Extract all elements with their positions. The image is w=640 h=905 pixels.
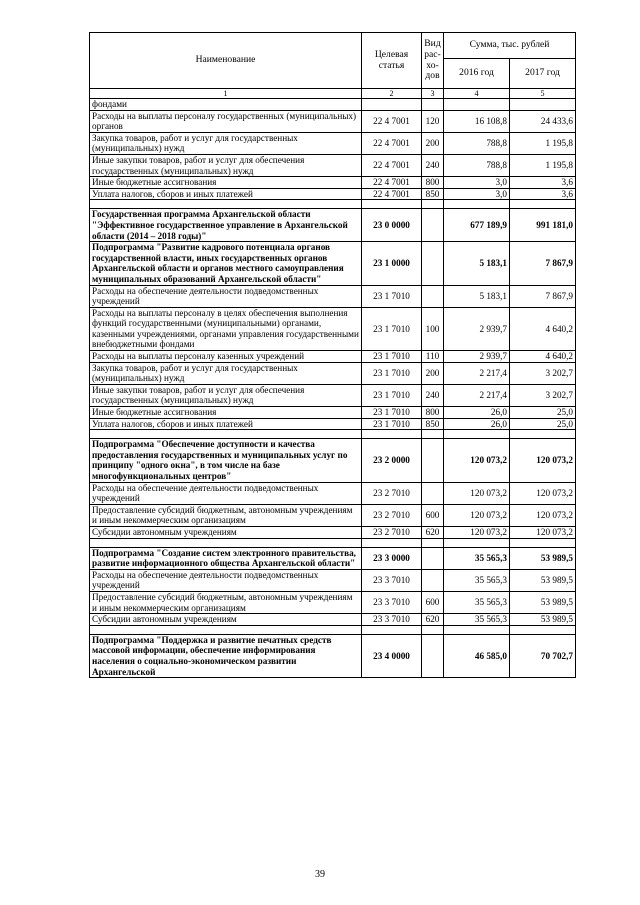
row-target-code: 22 4 7001 — [362, 110, 422, 132]
row-sum-2016: 35 565,3 — [444, 569, 510, 591]
spacer-cell — [422, 625, 444, 634]
spacer-cell — [510, 538, 576, 547]
row-target-code — [362, 99, 422, 111]
row-sum-2017: 25,0 — [510, 407, 576, 419]
row-target-code: 23 4 0000 — [362, 634, 422, 677]
row-sum-2016: 35 565,3 — [444, 614, 510, 626]
row-target-code: 23 1 7010 — [362, 418, 422, 430]
spacer-cell — [444, 538, 510, 547]
row-expense-kind: 600 — [422, 504, 444, 526]
column-number: 3 — [422, 89, 444, 99]
row-name: Уплата налогов, сборов и иных платежей — [90, 188, 362, 200]
table-row — [90, 569, 576, 591]
spacer-cell — [362, 538, 422, 547]
spacer-cell — [90, 538, 362, 547]
row-target-code: 23 2 7010 — [362, 482, 422, 504]
spacer-row — [90, 200, 576, 209]
spacer-cell — [362, 625, 422, 634]
row-sum-2016: 35 565,3 — [444, 591, 510, 613]
row-sum-2016: 3,0 — [444, 188, 510, 200]
row-sum-2017: 3 202,7 — [510, 384, 576, 406]
program-row — [90, 439, 576, 482]
row-sum-2017: 25,0 — [510, 418, 576, 430]
row-sum-2016: 120 073,2 — [444, 504, 510, 526]
row-name: Иные закупки товаров, работ и услуг для обеспечения государственных (муниципальных) нужд — [90, 384, 362, 406]
row-sum-2016: 5 183,1 — [444, 242, 510, 285]
row-sum-2017: 53 989,5 — [510, 614, 576, 626]
row-target-code: 23 1 7010 — [362, 407, 422, 419]
row-expense-kind — [422, 547, 444, 569]
table-row — [90, 482, 576, 504]
row-expense-kind: 620 — [422, 526, 444, 538]
column-number: 1 — [90, 89, 362, 99]
row-sum-2016: 16 108,8 — [444, 110, 510, 132]
row-sum-2016: 26,0 — [444, 407, 510, 419]
row-expense-kind: 620 — [422, 614, 444, 626]
row-sum-2016: 2 217,4 — [444, 362, 510, 384]
row-target-code: 23 1 7010 — [362, 351, 422, 363]
row-sum-2016: 2 217,4 — [444, 384, 510, 406]
table-row — [90, 132, 576, 154]
row-sum-2017: 3 202,7 — [510, 362, 576, 384]
row-sum-2016: 3,0 — [444, 177, 510, 189]
row-sum-2017: 70 702,7 — [510, 634, 576, 677]
row-expense-kind — [422, 569, 444, 591]
page-number: 39 — [315, 869, 325, 880]
row-name: Иные бюджетные ассигнования — [90, 177, 362, 189]
spacer-cell — [90, 625, 362, 634]
row-expense-kind: 110 — [422, 351, 444, 363]
spacer-cell — [422, 430, 444, 439]
row-name: Иные бюджетные ассигнования — [90, 407, 362, 419]
row-target-code: 23 1 7010 — [362, 362, 422, 384]
row-expense-kind — [422, 285, 444, 307]
row-name: Расходы на обеспечение деятельности подведомственных учреждений — [90, 482, 362, 504]
row-target-code: 23 3 7010 — [362, 614, 422, 626]
spacer-cell — [444, 625, 510, 634]
table-row — [90, 188, 576, 200]
row-target-code: 23 0 0000 — [362, 209, 422, 242]
row-expense-kind: 200 — [422, 362, 444, 384]
row-expense-kind: 600 — [422, 591, 444, 613]
row-expense-kind — [422, 99, 444, 111]
table-row — [90, 407, 576, 419]
row-expense-kind — [422, 242, 444, 285]
spacer-cell — [510, 430, 576, 439]
row-name: фондами — [90, 99, 362, 111]
table-row — [90, 418, 576, 430]
program-row — [90, 209, 576, 242]
row-name: Субсидии автономным учреждениям — [90, 614, 362, 626]
spacer-row — [90, 538, 576, 547]
table-row — [90, 384, 576, 406]
row-name: Расходы на выплаты персоналу казенных учреждений — [90, 351, 362, 363]
row-sum-2017: 7 867,9 — [510, 285, 576, 307]
row-name: Предоставление субсидий бюджетным, автономным учреждениям и иным некоммерческим организациям — [90, 591, 362, 613]
row-expense-kind: 800 — [422, 407, 444, 419]
row-sum-2017: 3,6 — [510, 188, 576, 200]
row-expense-kind — [422, 209, 444, 242]
header-code: Целевая статья — [362, 33, 422, 89]
row-sum-2017 — [510, 99, 576, 111]
row-target-code: 23 3 7010 — [362, 569, 422, 591]
row-target-code: 23 3 7010 — [362, 591, 422, 613]
row-target-code: 22 4 7001 — [362, 154, 422, 176]
row-name: Подпрограмма "Поддержка и развитие печатных средств массовой информации, обеспечение информирования населения о социально-экономическом развитии Архангельской — [90, 634, 362, 677]
row-expense-kind: 120 — [422, 110, 444, 132]
row-sum-2016: 26,0 — [444, 418, 510, 430]
spacer-cell — [362, 430, 422, 439]
spacer-row — [90, 625, 576, 634]
header-year-2016: 2016 год — [444, 59, 510, 89]
program-row — [90, 242, 576, 285]
row-name: Расходы на выплаты персоналу государственных (муниципальных) органов — [90, 110, 362, 132]
row-sum-2016: 120 073,2 — [444, 526, 510, 538]
row-expense-kind: 100 — [422, 307, 444, 350]
row-sum-2017: 24 433,6 — [510, 110, 576, 132]
row-expense-kind: 240 — [422, 154, 444, 176]
table-row — [90, 285, 576, 307]
row-target-code: 23 3 0000 — [362, 547, 422, 569]
row-target-code: 23 1 7010 — [362, 384, 422, 406]
spacer-row — [90, 430, 576, 439]
row-expense-kind — [422, 634, 444, 677]
row-target-code: 23 2 0000 — [362, 439, 422, 482]
header-kind: Вид рас- хо- дов — [422, 33, 444, 89]
table-row — [90, 526, 576, 538]
row-target-code: 22 4 7001 — [362, 188, 422, 200]
spacer-cell — [422, 538, 444, 547]
table-row — [90, 110, 576, 132]
row-name: Расходы на обеспечение деятельности подведомственных учреждений — [90, 569, 362, 591]
row-sum-2016: 46 585,0 — [444, 634, 510, 677]
row-sum-2016: 120 073,2 — [444, 482, 510, 504]
spacer-cell — [422, 200, 444, 209]
row-sum-2017: 1 195,8 — [510, 132, 576, 154]
row-sum-2016: 2 939,7 — [444, 307, 510, 350]
row-sum-2016: 120 073,2 — [444, 439, 510, 482]
header-year-2017: 2017 год — [510, 59, 576, 89]
spacer-cell — [90, 430, 362, 439]
row-name: Расходы на обеспечение деятельности подведомственных учреждений — [90, 285, 362, 307]
row-target-code: 22 4 7001 — [362, 177, 422, 189]
row-expense-kind: 850 — [422, 418, 444, 430]
row-sum-2016: 677 189,9 — [444, 209, 510, 242]
row-sum-2017: 7 867,9 — [510, 242, 576, 285]
row-sum-2016: 788,8 — [444, 154, 510, 176]
row-sum-2017: 4 640,2 — [510, 351, 576, 363]
row-name: Расходы на выплаты персоналу в целях обеспечения выполнения функций государственными (муниципальными) органами, казенными учреждениями, органами управления государственными внебюджетными фондами — [90, 307, 362, 350]
row-target-code: 23 1 7010 — [362, 307, 422, 350]
row-sum-2017: 991 181,0 — [510, 209, 576, 242]
row-name: Подпрограмма "Развитие кадрового потенциала органов государственной власти, иных государственных органов Архангельской области и органов местного самоуправления муниципальных образований Архангельской области" — [90, 242, 362, 285]
row-sum-2016: 788,8 — [444, 132, 510, 154]
row-sum-2016: 2 939,7 — [444, 351, 510, 363]
row-sum-2017: 3,6 — [510, 177, 576, 189]
table-row — [90, 504, 576, 526]
row-expense-kind — [422, 482, 444, 504]
budget-table — [89, 32, 576, 678]
row-target-code: 22 4 7001 — [362, 132, 422, 154]
row-name: Уплата налогов, сборов и иных платежей — [90, 418, 362, 430]
table-row — [90, 177, 576, 189]
row-target-code: 23 1 0000 — [362, 242, 422, 285]
column-number: 5 — [510, 89, 576, 99]
row-sum-2017: 1 195,8 — [510, 154, 576, 176]
row-name: Подпрограмма "Обеспечение доступности и качества предоставления государственных и муниципальных услуг по принципу "одного окна", в том числе на базе многофункциональных центров" — [90, 439, 362, 482]
row-target-code: 23 2 7010 — [362, 526, 422, 538]
row-sum-2016: 35 565,3 — [444, 547, 510, 569]
row-name: Закупка товаров, работ и услуг для государственных (муниципальных) нужд — [90, 132, 362, 154]
row-expense-kind: 200 — [422, 132, 444, 154]
table-row — [90, 99, 576, 111]
row-target-code: 23 1 7010 — [362, 285, 422, 307]
row-sum-2017: 120 073,2 — [510, 526, 576, 538]
column-number-row — [90, 89, 576, 99]
header-name: Наименование — [90, 33, 362, 89]
table-row — [90, 307, 576, 350]
spacer-cell — [510, 625, 576, 634]
spacer-cell — [362, 200, 422, 209]
program-row — [90, 547, 576, 569]
program-row — [90, 634, 576, 677]
table-row — [90, 351, 576, 363]
row-sum-2017: 53 989,5 — [510, 591, 576, 613]
row-sum-2017: 120 073,2 — [510, 482, 576, 504]
spacer-cell — [510, 200, 576, 209]
row-sum-2017: 53 989,5 — [510, 569, 576, 591]
row-sum-2017: 120 073,2 — [510, 504, 576, 526]
row-expense-kind: 240 — [422, 384, 444, 406]
table-body — [90, 99, 576, 678]
row-sum-2017: 53 989,5 — [510, 547, 576, 569]
row-name: Подпрограмма "Создание систем электронного правительства, развитие информационного общества Архангельской области" — [90, 547, 362, 569]
spacer-cell — [90, 200, 362, 209]
row-name: Субсидии автономным учреждениям — [90, 526, 362, 538]
table-row — [90, 362, 576, 384]
row-name: Иные закупки товаров, работ и услуг для обеспечения государственных (муниципальных) нужд — [90, 154, 362, 176]
table-row — [90, 614, 576, 626]
row-sum-2016: 5 183,1 — [444, 285, 510, 307]
row-sum-2017: 4 640,2 — [510, 307, 576, 350]
column-number: 4 — [444, 89, 510, 99]
row-name: Закупка товаров, работ и услуг для государственных (муниципальных) нужд — [90, 362, 362, 384]
spacer-cell — [444, 200, 510, 209]
row-expense-kind: 850 — [422, 188, 444, 200]
spacer-cell — [444, 430, 510, 439]
row-sum-2016 — [444, 99, 510, 111]
row-expense-kind: 800 — [422, 177, 444, 189]
row-expense-kind — [422, 439, 444, 482]
row-name: Государственная программа Архангельской области "Эффективное государственное управление в Архангельской области (2014 – 2018 годы)" — [90, 209, 362, 242]
table-row — [90, 154, 576, 176]
header-sum: Сумма, тыс. рублей — [444, 33, 576, 59]
row-target-code: 23 2 7010 — [362, 504, 422, 526]
row-name: Предоставление субсидий бюджетным, автономным учреждениям и иным некоммерческим организациям — [90, 504, 362, 526]
column-number: 2 — [362, 89, 422, 99]
row-sum-2017: 120 073,2 — [510, 439, 576, 482]
table-row — [90, 591, 576, 613]
